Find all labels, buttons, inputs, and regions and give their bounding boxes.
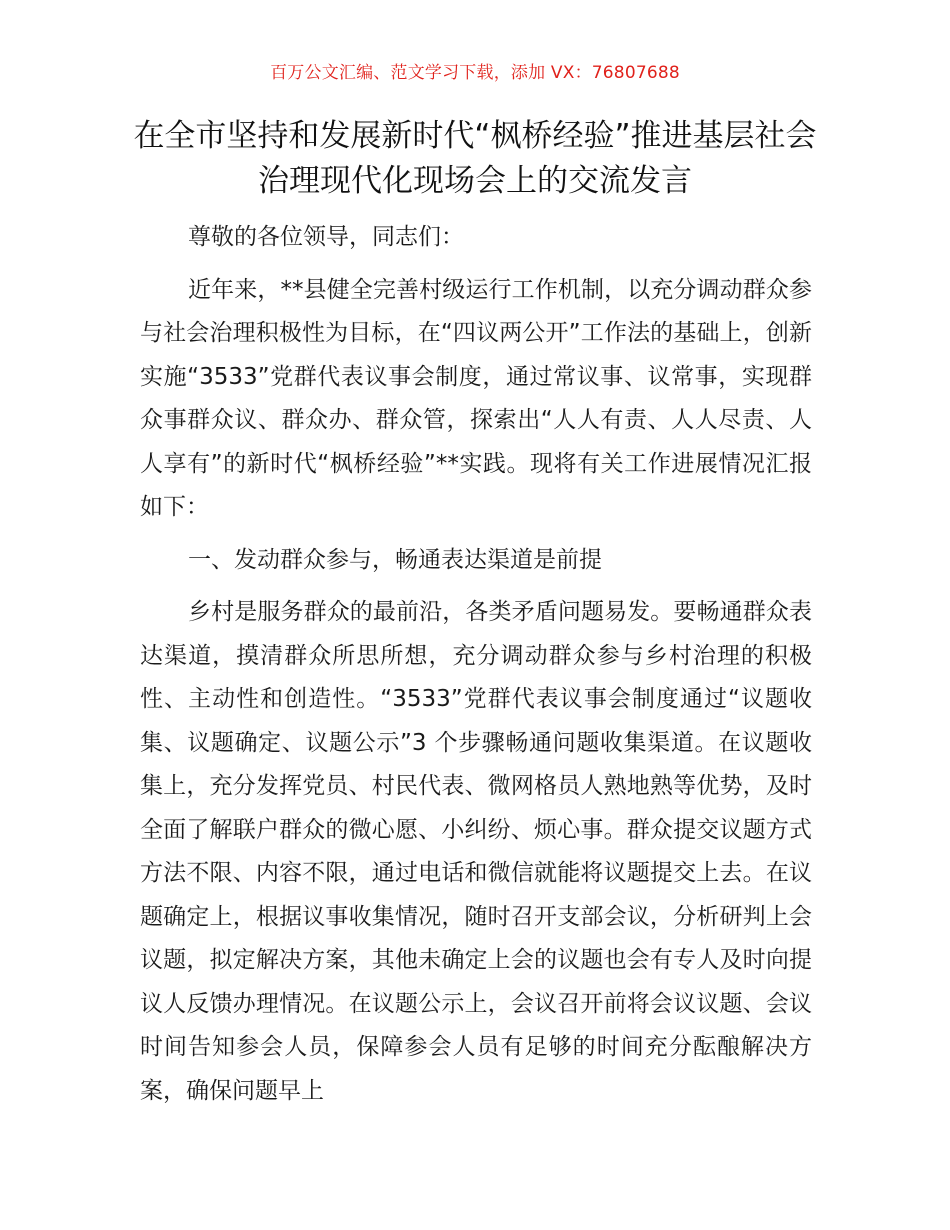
document-body: [140, 216, 812, 1122]
body-paragraph: 乡村是服务群众的最前沿，各类矛盾问题易发。要畅通群众表达渠道，摸清群众所思所想，充分调动群众参与乡村治理的积极性、主动性和创造性。“3533”党群代表议事会制度通过“议题收集、议题确定、议题公示”3 个步骤畅通问题收集渠道。在议题收集上，充分发挥党员、村民代表、微网格员人熟地熟等优势，及时全面了解联户群众的微心愿、小纠纷、烦心事。群众提交议题方式方法不限、内容不限，通过电话和微信就能将议题提交上去。在议题确定上，根据议事收集情况，随时召开支部会议，分析研判上会议题，拟定解决方案，其他未确定上会的议题也会有专人及时向提议人反馈办理情况。在议题公示上，会议召开前将会议议题、会议时间告知参会人员，保障参会人员有足够的时间充分酝酿解决方案，确保问题早上: [140, 599, 812, 1104]
section-heading: 一、发动群众参与，畅通表达渠道是前提: [188, 546, 602, 573]
salutation: 尊敬的各位领导，同志们：: [188, 224, 464, 250]
document-title: 在全市坚持和发展新时代“枫桥经验”推进基层社会治理现代化现场会上的交流发言: [133, 118, 817, 199]
header-watermark-note: 百万公文汇编、范文学习下载，添加 VX：76807688: [270, 63, 680, 83]
intro-paragraph: 近年来，**县健全完善村级运行工作机制，以充分调动群众参与社会治理积极性为目标，在“四议两公开”工作法的基础上，创新实施“3533”党群代表议事会制度，通过常议事、议常事，实现群众事群众议、群众办、群众管，探索出“人人有责、人人尽责、人人享有”的新时代“枫桥经验”**实践。现将有关工作进展情况汇报如下：: [140, 276, 812, 520]
